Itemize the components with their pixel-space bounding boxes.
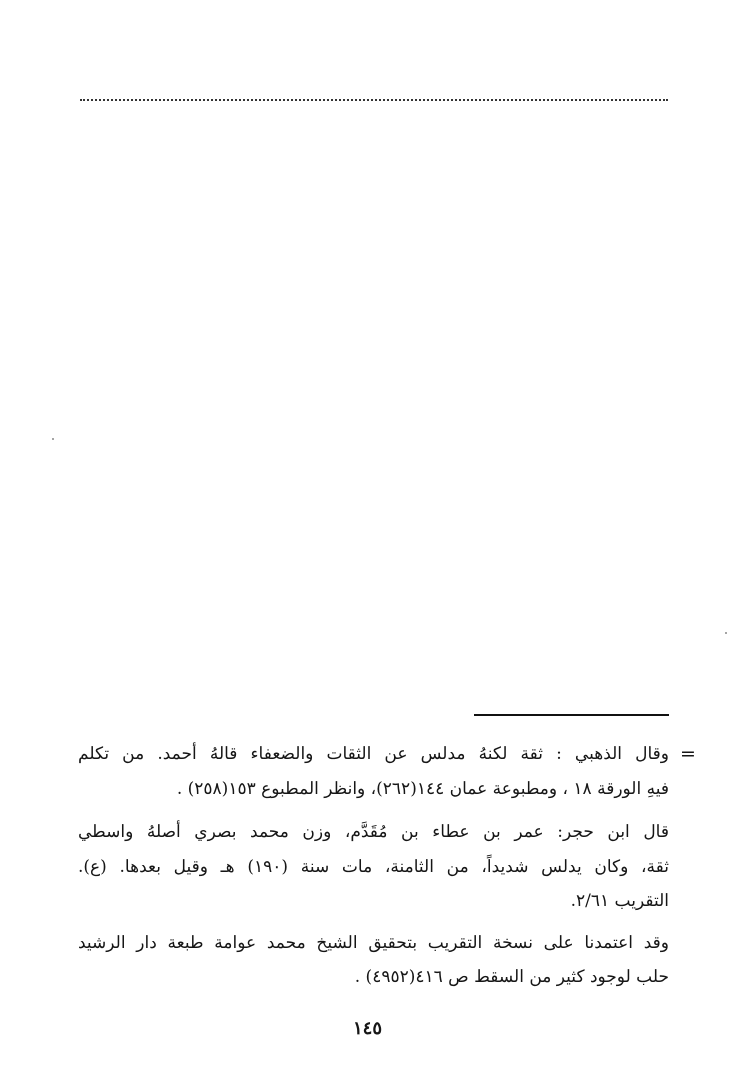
dotted-separator xyxy=(80,99,668,101)
footnote-separator xyxy=(474,714,669,716)
footnote-line: قال ابن حجر: عمر بن عطاء بن مُقَدَّم، وزن محمد بصري أصلهُ واسطي xyxy=(78,822,669,842)
footnote-line: ثقة، وكان يدلس شديداً، من الثامنة، مات سنة (١٩٠) هـ وقيل بعدها. (ع). xyxy=(78,857,669,877)
footnote-continuation-marker: = xyxy=(680,743,696,765)
footnote-line: فيهِ الورقة ١٨ ، ومطبوعة عمان ١٤٤(٢٦٢)، وانظر المطبوع ١٥٣(٢٥٨) . xyxy=(176,779,669,799)
footnote-line: التقريب ٢/٦١. xyxy=(570,891,669,911)
footnote-line: وقد اعتمدنا على نسخة التقريب بتحقيق الشيخ محمد عوامة طبعة دار الرشيد xyxy=(78,933,669,953)
scan-speck xyxy=(725,632,727,634)
footnote-line: وقال الذهبي : ثقة لكنهُ مدلس عن الثقات والضعفاء قالهُ أحمد. من تكلم xyxy=(78,744,669,764)
page-number: ١٤٥ xyxy=(352,1018,382,1039)
footnote-line: حلب لوجود كثير من السقط ص ٤١٦(٤٩٥٢) . xyxy=(354,967,669,987)
scan-speck xyxy=(52,438,54,440)
